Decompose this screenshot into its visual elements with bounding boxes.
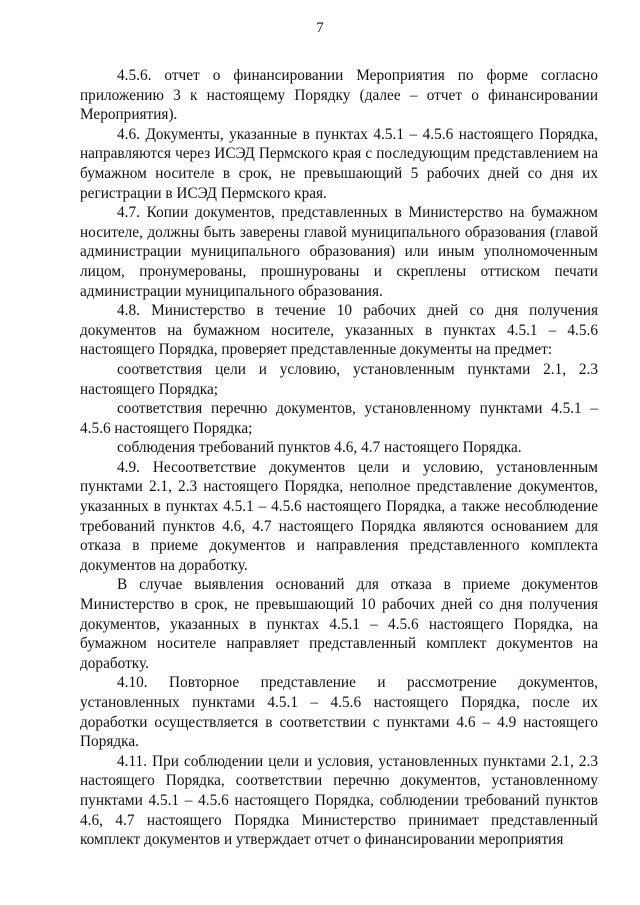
paragraph-4-8: 4.8. Министерство в течение 10 рабочих дней со дня получения документов на бумажном носителе, указанных в пунктах 4.5.1 – 4.5.6 настоящего Порядка, проверяет представленные документы на предмет:: [80, 302, 598, 359]
paragraph-4-9: 4.9. Несоответствие документов цели и условию, установленным пунктами 2.1, 2.3 настоящего Порядка, неполное представление документов, указанных в пунктах 4.5.1 – 4.5.6 настоящего Порядка, а также несоблюдение требований пунктов 4.6, 4.7 настоящего Порядка являются основанием для отказа в приеме документов и направления представленного комплекта документов на доработку.: [80, 458, 598, 574]
paragraph-refusal: В случае выявления оснований для отказа в приеме документов Министерство в срок, не превышающий 10 рабочих дней со дня получения документов, указанных в пунктах 4.5.1 – 4.5.6 настоящего Порядка, на бумажном носителе направляет представленный комплект документов на доработку.: [80, 576, 598, 672]
paragraph-4-8-item-3: соблюдения требований пунктов 4.6, 4.7 настоящего Порядка.: [117, 439, 522, 457]
paragraph-4-7: 4.7. Копии документов, представленных в Министерство на бумажном носителе, должны быть заверены главой муниципального образования (главой администрации муниципального образования) или иным уполномоченным лицом, пронумерованы, прошнурованы и скреплены оттиском печати администрации муниципального образования.: [80, 204, 598, 300]
paragraph-4-8-item-1: соответствия цели и условию, установленным пунктами 2.1, 2.3 настоящего Порядка;: [80, 360, 598, 398]
page-number: 7: [316, 20, 324, 36]
paragraph-4-5-6: 4.5.6. отчет о финансировании Мероприятия по форме согласно приложению 3 к настоящему Порядку (далее – отчет о финансировании Мероприятия).: [80, 67, 598, 124]
paragraph-4-8-item-2: соответствия перечню документов, установленному пунктами 4.5.1 – 4.5.6 настоящего Порядка;: [80, 400, 598, 437]
paragraph-4-10: 4.10. Повторное представление и рассмотрение документов, установленных пунктами 4.5.1 – 4.5.6 настоящего Порядка, после их доработки осуществляется в соответствии с пунктами 4.6 – 4.9 настоящего Порядка.: [80, 674, 598, 751]
paragraph-4-11: 4.11. При соблюдении цели и условия, установленных пунктами 2.1, 2.3 настоящего Порядка, соответствии перечню документов, установленному пунктами 4.5.1 – 4.5.6 настоящего Порядка, соблюдении требований пунктов 4.6, 4.7 настоящего Порядка Министерство принимает представленный комплект документов и утверждает отчет о финансировании мероприятия: [80, 752, 598, 849]
document-body: [80, 66, 598, 850]
paragraph-4-6: 4.6. Документы, указанные в пунктах 4.5.1 – 4.5.6 настоящего Порядка, направляются через ИСЭД Пермского края с последующим представлением на бумажном носителе в срок, не превышающий 5 рабочих дней со дня их регистрации в ИСЭД Пермского края.: [80, 125, 598, 202]
